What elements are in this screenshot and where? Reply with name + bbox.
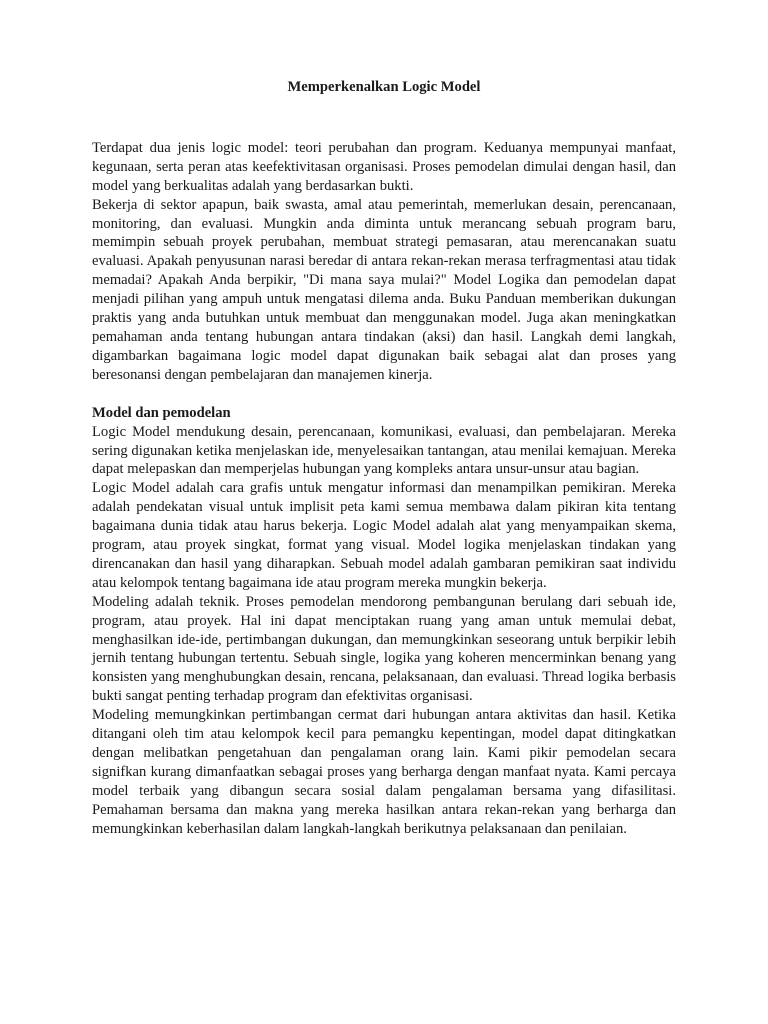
intro-paragraph: Terdapat dua jenis logic model: teori perubahan dan program. Keduanya mempunyai manfaat, kegunaan, serta peran atas keefektivitasan organisasi. Proses pemodelan dimulai dengan hasil, dan model yang berkualitas adalah yang berdasarkan bukti. (92, 139, 676, 194)
document-page (92, 78, 676, 839)
paragraph-spacer (92, 385, 676, 404)
section-paragraph: Logic Model mendukung desain, perencanaan, komunikasi, evaluasi, dan pembelajaran. Mereka sering digunakan ketika menjelaskan ide, menyelesaikan tantangan, atau menilai kemajuan. Mereka dapat melepaskan dan memperjelas hubungan yang kompleks antara unsur-unsur atau bagian. (92, 423, 676, 478)
section-paragraph: Modeling memungkinkan pertimbangan cermat dari hubungan antara aktivitas dan hasil. Ketika ditangani oleh tim atau kelompok kecil para pemangku kepentingan, model dapat ditingkatkan dengan melibatkan pengetahuan dan pengalaman orang lain. Kami pikir pemodelan secara signifkan kurang dimanfaatkan sebagai proses yang berharga dengan manfaat nyata. Kami percaya model terbaik yang dibangun secara sosial dalam pengalaman bersama yang difasilitasi. Pemahaman bersama dan makna yang mereka hasilkan antara rekan-rekan yang berharga dan memungkinkan keberhasilan dalam langkah-langkah berikutnya pelaksanaan dan penilaian. (92, 707, 676, 837)
intro-paragraph: Bekerja di sektor apapun, baik swasta, amal atau pemerintah, memerlukan desain, perencanaan, monitoring, dan evaluasi. Mungkin anda diminta untuk merancang sebuah program baru, memimpin sebuah proyek perubahan, membuat strategi pemasaran, atau merencanakan suatu evaluasi. Apakah penyusunan narasi beredar di antara rekan-rekan merasa terfragmentasi atau tidak memadai? Apakah Anda berpikir, "Di mana saya mulai?" Model Logika dan pemodelan dapat menjadi pilihan yang ampuh untuk mengatasi dilema anda. Buku Panduan memberikan dukungan praktis yang anda butuhkan untuk membuat dan menggunakan model. Juga akan meningkatkan pemahaman anda tentang hubungan antara tindakan (aksi) dan hasil. Langkah demi langkah, digambarkan bagaimana logic model dapat digunakan baik sebagai alat dan proses yang beresonansi dengan pembelajaran dan manajemen kinerja. (92, 196, 676, 383)
section-heading: Model dan pemodelan (92, 404, 231, 421)
document-title: Memperkenalkan Logic Model (287, 79, 481, 95)
section-paragraph: Modeling adalah teknik. Proses pemodelan mendorong pembangunan berulang dari sebuah ide, program, atau proyek. Hal ini dapat menciptakan ruang yang aman untuk memulai debat, menghasilkan ide-ide, pertimbangan dukungan, dan memungkinkan seseorang untuk berpikir lebih jernih tentang hubungan tertentu. Sebuah single, logika yang koheren mencerminkan benang yang konsisten yang menghubungkan desain, rencana, pelaksanaan, dan evaluasi. Thread logika berbasis bukti sangat penting terhadap program dan efektivitas organisasi. (92, 593, 676, 705)
section-paragraph: Logic Model adalah cara grafis untuk mengatur informasi dan menampilkan pemikiran. Mereka adalah pendekatan visual untuk implisit peta kami semua membawa dalam pikiran kita tentang bagaimana dunia tidak atau harus bekerja. Logic Model adalah alat yang menyampaikan skema, program, atau proyek singkat, format yang visual. Model logika menjelaskan tindakan yang direncanakan dan hasil yang diharapkan. Sebuah model adalah gambaran pemikiran saat individu atau kelompok tentang bagaimana ide atau program mereka mungkin bekerja. (92, 480, 676, 591)
